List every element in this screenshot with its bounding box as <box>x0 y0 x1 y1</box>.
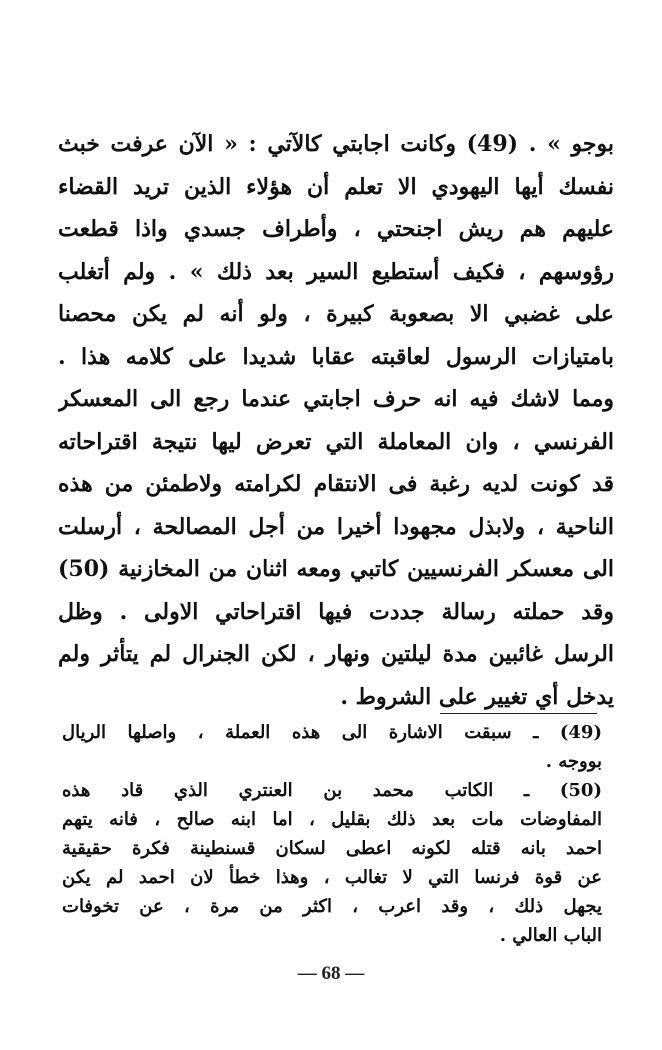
text-line: الفرنسي ، وان المعاملة التي تعرض ليها نتيجة اقتراحاته <box>58 428 614 455</box>
text-line: الرسل غائبين مدة ليلتين ونهار ، لكن الجنرال لم يتأثر ولم <box>58 641 614 667</box>
footnote-line: المفاوضات مات بعد ذلك بقليل ، اما ابنه صالح ، فانه يتهم <box>62 809 602 830</box>
text-line: قد كونت لديه رغبة فى الانتقام لكرامته ولاطمئن من هذه <box>58 471 614 497</box>
text-line: بامتيازات الرسول لعاقبته عقابا شديدا على كلامه هذا . <box>58 343 614 370</box>
footnote-line: الباب العالي . <box>499 925 602 946</box>
page-number: — 68 — <box>297 963 365 984</box>
text-line: نفسك أيها اليهودي الا تعلم أن هؤلاء الذين تريد القضاء <box>58 173 614 200</box>
text-line: بوجو » . (49) وكانت اجابتي كالآتي : « الآن عرفت خبث <box>58 131 614 157</box>
footnote-line: بووجه . <box>545 751 602 772</box>
text-line: الناحية ، ولابذل مجهودا أخيرا من أجل المصالحة ، أرسلت <box>58 513 614 540</box>
text-line: الى معسكر الفرنسيين كاتبي ومعه اثنان من المخازنية (50) <box>58 556 614 582</box>
footnote-separator <box>440 713 597 714</box>
text-line: ومما لاشك فيه انه حرف اجابتي عندما رجع الى المعسكر <box>58 386 614 412</box>
text-line: عليهم هم ريش اجنحتي ، وأطراف جسدي واذا قطعت <box>58 216 614 242</box>
text-line: على غضبي الا بصعوبة كبيرة ، ولو أنه لم يكن محصنا <box>58 301 614 327</box>
footnote-line: يجهل ذلك ، وقد اعرب ، اكثر من مرة ، عن تخوفات <box>62 896 602 917</box>
text-line: يدخل أي تغيير على الشروط . <box>340 683 614 710</box>
footnote-line: (49) ـ سبقت الاشارة الى هذه العملة ، واصلها الريال <box>62 722 602 743</box>
footnote-line: (50) ـ الكاتب محمد بن العنتري الذي قاد هذه <box>62 780 602 801</box>
main-text <box>58 123 614 718</box>
text-line: رؤوسهم ، فكيف أستطيع السير بعد ذلك » . ولم أتغلب <box>58 258 614 285</box>
text-line: وقد حملته رسالة جددت فيها اقتراحاتي الاولى . وظل <box>58 598 614 625</box>
footnote-line: احمد بانه قتله لكونه اعطى لسكان قسنطينة فكرة حقيقية <box>62 838 602 859</box>
footnotes <box>62 718 602 950</box>
footnote-line: عن قوة فرنسا التي لا تغالب ، وهذا خطأ لان احمد لم يكن <box>62 867 602 888</box>
